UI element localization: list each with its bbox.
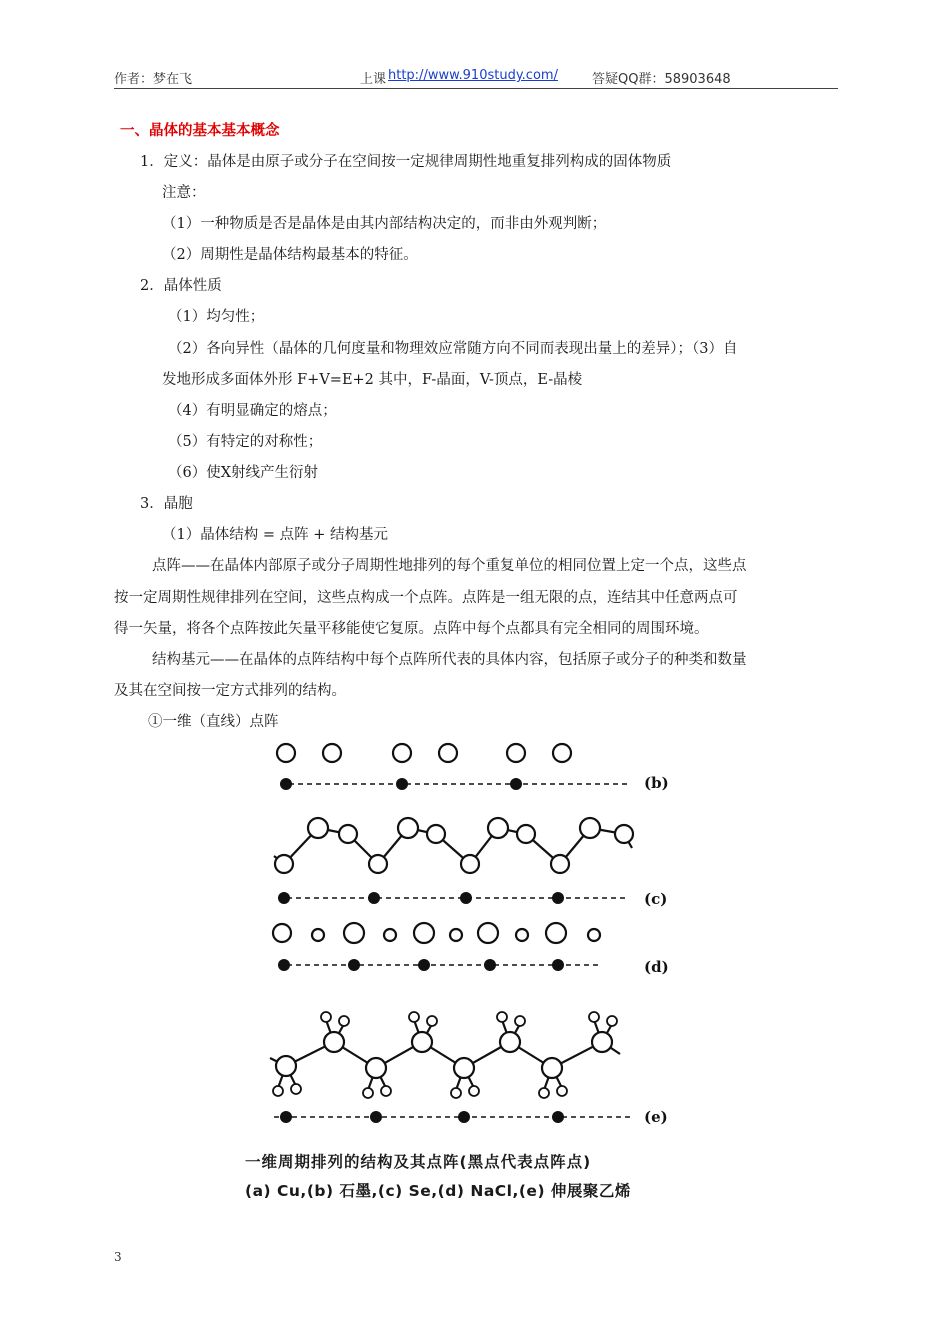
- lattice-figure: [260, 736, 680, 1136]
- text-line: 注意：: [162, 185, 206, 201]
- text-line: ①一维（直线）点阵: [148, 714, 279, 730]
- label-b: (b): [644, 774, 669, 792]
- header-author: 作者：梦在飞: [114, 72, 193, 87]
- page-header: [114, 66, 838, 88]
- text-line: （1）一种物质是否是晶体是由其内部结构决定的，而非由外观判断；: [162, 216, 607, 232]
- text-line: 按一定周期性规律排列在空间，这些点构成一个点阵。点阵是一组无限的点，连结其中任意两点可: [114, 590, 738, 606]
- text-line: 1．定义：晶体是由原子或分子在空间按一定规律周期性地重复排列构成的固体物质: [140, 154, 672, 170]
- text-line: 2．晶体性质: [140, 278, 222, 294]
- section-title: 一、晶体的基本基本概念: [120, 123, 280, 139]
- header-qq-group: 答疑QQ群：58903648: [592, 72, 731, 87]
- page-number: 3: [114, 1250, 122, 1264]
- text-line: （2）各向异性（晶体的几何度量和物理效应常随方向不同而表现出量上的差异）；（3）自: [168, 341, 738, 357]
- text-line: （1）均匀性；: [168, 309, 265, 325]
- text-line: 得一矢量，将各个点阵按此矢量平移能使它复原。点阵中每个点都具有完全相同的周围环境。: [114, 621, 709, 637]
- text-line: （4）有明显确定的熔点；: [168, 403, 337, 419]
- figure-caption-line1: 一维周期排列的结构及其点阵(黑点代表点阵点): [245, 1153, 592, 1171]
- text-line: 及其在空间按一定方式排列的结构。: [114, 683, 346, 699]
- text-line: 结构基元——在晶体的点阵结构中每个点阵所代表的具体内容，包括原子或分子的种类和数量: [152, 652, 747, 668]
- header-class-prefix: 上课: [360, 72, 387, 87]
- header-divider: [114, 88, 838, 89]
- text-line: 发地形成多面体外形 F+V=E+2 其中，F-晶面，V-顶点，E-晶棱: [162, 372, 583, 388]
- header-url-link[interactable]: http://www.910study.com/: [388, 68, 558, 83]
- text-line: （6）使X射线产生衍射: [168, 465, 319, 481]
- text-line: 3．晶胞: [140, 496, 193, 512]
- text-line: （2）周期性是晶体结构最基本的特征。: [162, 247, 418, 263]
- label-d: (d): [644, 958, 669, 976]
- figure-caption-line2: (a) Cu,(b) 石墨,(c) Se,(d) NaCl,(e) 伸展聚乙烯: [245, 1182, 631, 1200]
- text-line: （1）晶体结构 = 点阵 + 结构基元: [162, 527, 388, 543]
- text-line: （5）有特定的对称性；: [168, 434, 323, 450]
- text-line: 点阵——在晶体内部原子或分子周期性地排列的每个重复单位的相同位置上定一个点，这些点: [152, 558, 747, 574]
- label-e: (e): [644, 1108, 668, 1126]
- label-c: (c): [644, 890, 668, 908]
